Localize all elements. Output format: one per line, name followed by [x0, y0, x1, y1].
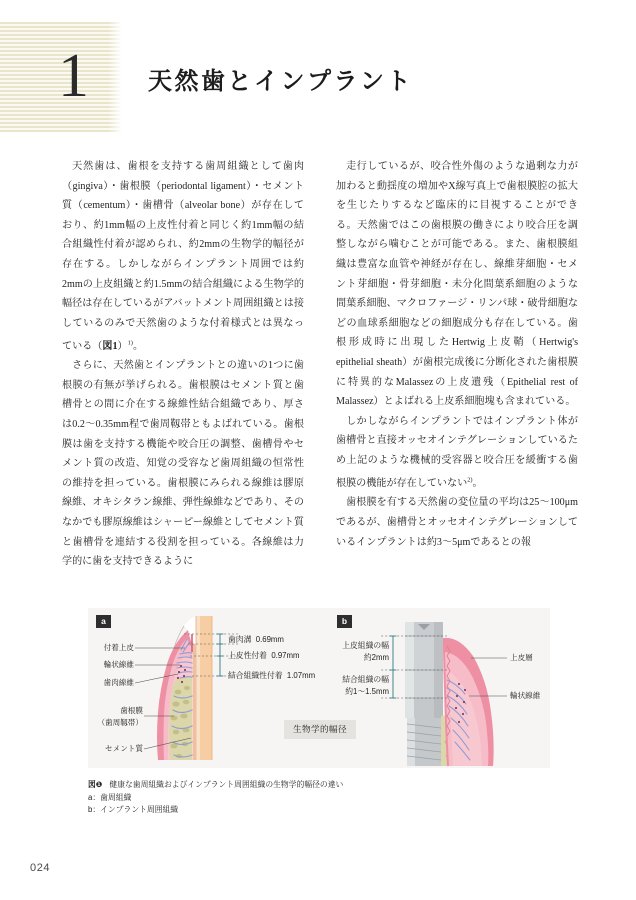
caption-line-a: a：歯周組織	[88, 792, 132, 802]
body-columns	[62, 157, 578, 572]
label-cementum: セメント質	[105, 744, 143, 753]
dimension-connective-attachment: 結合組織性付着 1.07mm	[228, 671, 316, 680]
dimension-connective-tissue-value: 約1〜1.5mm	[345, 687, 389, 696]
chapter-number: 1	[58, 42, 89, 110]
paragraph: さらに、天然歯とインプラントとの違いの1つに歯根膜の有無が挙げられる。歯根膜はセメント質と歯槽骨との間に介在する線維性結合組織であり、厚さは0.2〜0.35mm程で歯周靱帯ともよばれている。歯根膜は歯を支持する機能や咬合圧の調整、歯槽骨やセメント質の改造、知覚の受容など歯周組織の恒常性の維持を担っている。歯根膜にみられる線維は膠原線維、オキシタラン線維、弾性線維などであり、そのなかでも膠原線維はシャーピー線維としてセメント質と歯槽骨を連結する役割を担っている。各線維は力学的に歯を支持できるように	[62, 360, 304, 568]
label-attached-epithelium: 付着上皮	[103, 643, 134, 652]
label-circular-fibers: 輪状線維	[103, 660, 134, 669]
paragraph: 歯根膜を有する天然歯の変位量の平均は25〜100μmであるが、歯槽骨とオッセオインテグレーションしているインプラントは約3〜5μmであるとの報	[336, 497, 578, 548]
biologic-width-label: 生物学的幅径	[284, 720, 356, 739]
panel-a-natural-tooth	[88, 608, 335, 768]
label-periodontal-ligament-alt: （歯周靱帯）	[97, 718, 143, 727]
label-periodontal-ligament: 歯根膜	[120, 706, 143, 715]
left-column	[62, 157, 304, 572]
caption-text: 健康な歯周組織およびインプラント周囲組織の生物学的幅径の違い	[109, 780, 344, 789]
dimension-epithelial-attachment: 上皮性付着 0.97mm	[228, 651, 300, 660]
dimension-epithelial-tissue-name: 上皮組織の幅	[342, 641, 389, 650]
label-gingival-fibers: 歯肉線維	[103, 678, 134, 687]
page-title: 天然歯とインプラント	[148, 69, 413, 95]
panel-b-implant	[335, 608, 550, 768]
right-column	[336, 157, 578, 572]
caption-line-main	[88, 779, 558, 792]
panel-b-badge: b	[337, 615, 352, 628]
label-epithelial-layer: 上皮層	[510, 653, 533, 662]
label-circular-fibers-b: 輪状線維	[510, 691, 541, 700]
panel-a-badge: a	[96, 615, 111, 628]
dimension-sulcus: 歯肉溝 0.69mm	[228, 635, 284, 644]
page-number: 024	[30, 862, 51, 874]
paragraph: 走行しているが、咬合性外傷のような過剰な力が加わると動揺度の増加やX線写真上で歯根膜腔の拡大を生じたりするなど臨床的に目視することができる。天然歯ではこの歯根膜の働きにより咬合圧を調整しながら噛むことが可能である。また、歯根膜組織は豊富な血管や神経が存在し、線維芽細胞・セメント芽細胞・骨芽細胞・未分化間葉系細胞のような間葉系細胞、マクロファージ・リンパ球・破骨細胞などの血球系細胞などの細胞成分も存在している。歯根形成時に出現したHertwig上皮鞘（Hertwig's epithelial sheath）が歯根完成後に分断化された歯根膜に特異的なMalassezの上皮遺残（Epithelial rest of Malassez）とよばれる上皮系細胞塊も含まれている。	[336, 161, 578, 408]
caption-figure-number: 図❶	[88, 780, 103, 789]
dimension-epithelial-tissue-value: 約2mm	[363, 653, 389, 662]
figure-caption	[88, 779, 558, 817]
paragraph: 天然歯は、歯根を支持する歯周組織として歯肉（gingiva）・歯根膜（periodontal ligament）・セメント質（cementum）・歯槽骨（alveolar bone）が存在しており、約1mm幅の上皮性付着と同じく約1mm幅の結合組織性付着が認められ、約2mmの生物学的幅径が存在する。しかしながらインプラント周囲では約2mmの上皮組織と約1.5mmの結合組織による生物学的幅径は存在しているがアバットメント周囲組織とは接しているのみで天然歯のような付着様式とは異なっている（図1）$^{1)}$。	[62, 161, 304, 352]
caption-line-b: b：インプラント周囲組織	[88, 805, 179, 815]
figure-container	[88, 608, 550, 768]
paragraph: しかしながらインプラントではインプラント体が歯槽骨と直接オッセオインテグレーションしているため上記のような機械的受容器と咬合圧を緩衝する歯根膜の機能が存在していない$^{2)}$。	[336, 415, 578, 489]
dimension-connective-tissue-name: 結合組織の幅	[342, 675, 389, 684]
